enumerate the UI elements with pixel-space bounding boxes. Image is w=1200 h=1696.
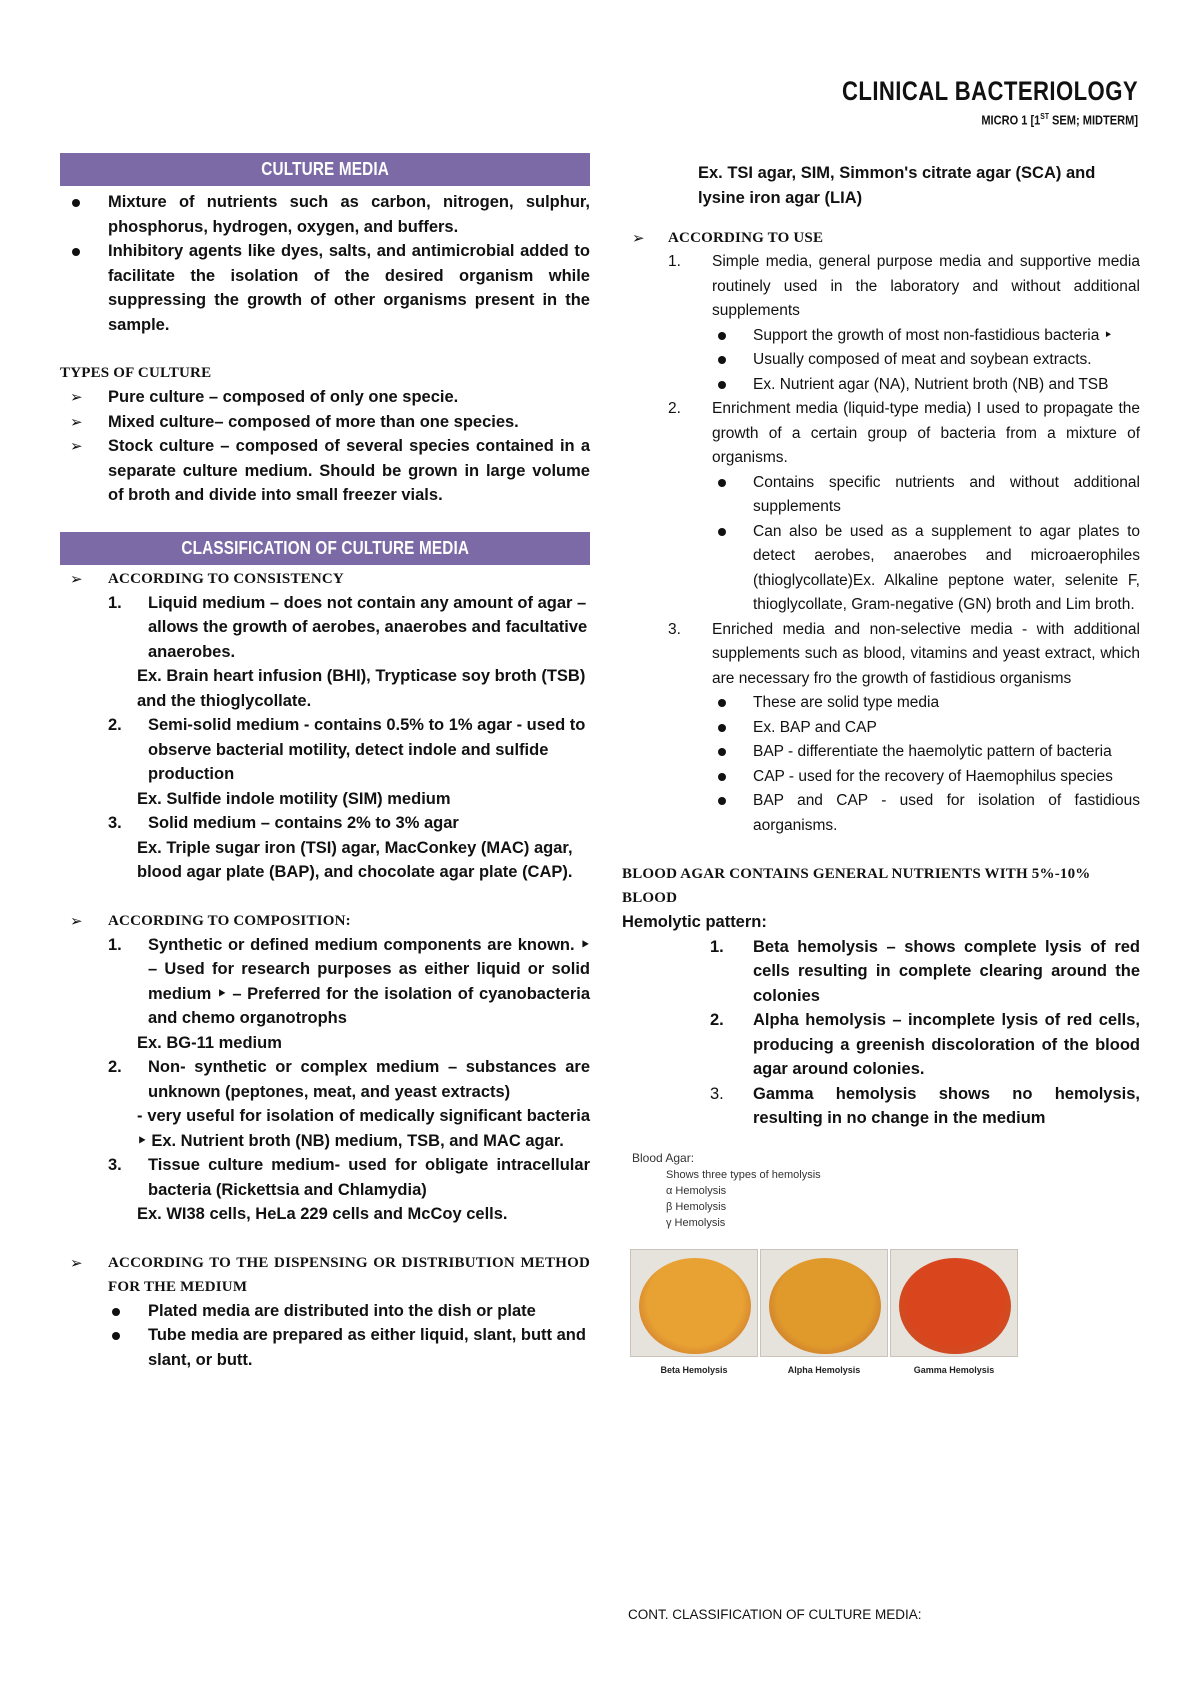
subtitle-superscript: ST — [1040, 112, 1049, 121]
bullet-item: These are solid type media — [622, 691, 1140, 716]
section-heading-classification: CLASSIFICATION OF CULTURE MEDIA — [60, 532, 590, 565]
bullet-dot-icon — [718, 724, 726, 732]
figure-subtitle: Shows three types of hemolysis — [666, 1168, 821, 1181]
bullet-dot-icon — [718, 479, 726, 487]
bullet-item: CAP - used for the recovery of Haemophilus species — [622, 765, 1140, 790]
bullet-item: Can also be used as a supplement to agar plates to detect aerobes, anaerobes and microaerophiles (thioglycollate)Ex. Alkaline peptone water, selenite F, thioglycollate, Gram-negative (GN) broth and Lim broth. — [622, 520, 1140, 618]
arrow-bullet-icon: ➢ — [70, 412, 83, 431]
example-text: Ex. Triple sugar iron (TSI) agar, MacConkey (MAC) agar, blood agar plate (BAP), and chocolate agar plate (CAP). — [137, 838, 573, 881]
numbered-item: 2. Non- synthetic or complex medium – substances are unknown (peptones, meat, and yeast extracts) — [108, 1058, 590, 1101]
bullet-dot-icon — [718, 748, 726, 756]
bullet-dot-icon — [718, 528, 726, 536]
subheading-blood-agar: BLOOD AGAR CONTAINS GENERAL NUTRIENTS WITH 5%-10% BLOOD — [622, 866, 1091, 906]
section-heading-culture-media: CULTURE MEDIA — [60, 153, 590, 186]
bullet-dot-icon — [72, 199, 80, 207]
numbered-item: 3. Gamma hemolysis shows no hemolysis, resulting in no change in the medium — [710, 1084, 1140, 1127]
numbered-item: 2. Enrichment media (liquid-type media) I used to propagate the growth of a certain group of bacteria from a mixture of organisms. — [668, 400, 1140, 466]
figure-type-label: β Hemolysis — [666, 1200, 727, 1213]
hemolytic-pattern-label: Hemolytic pattern: — [622, 913, 767, 931]
left-column — [60, 153, 590, 1372]
numbered-item: 2. Alpha hemolysis – incomplete lysis of red cells, producing a greenish discoloration of the blood agar around colonies. — [710, 1011, 1140, 1078]
numbered-item: 2. Semi-solid medium - contains 0.5% to 1% agar - used to observe bacterial motility, detect indole and sulfide production — [108, 716, 586, 783]
subheading-dispensing: ➢ ACCORDING TO THE DISPENSING OR DISTRIBUTION METHOD FOR THE MEDIUM — [60, 1251, 590, 1299]
bullet-dot-icon — [718, 356, 726, 364]
arrow-item: ➢ Pure culture – composed of only one specie. — [60, 385, 590, 410]
bullet-item: Contains specific nutrients and without additional supplements — [622, 471, 1140, 520]
plate-caption: Gamma Hemolysis — [913, 1364, 995, 1375]
bullet-item: BAP - differentiate the haemolytic pattern of bacteria — [622, 740, 1140, 765]
arrow-item: ➢ Mixed culture– composed of more than one species. — [60, 410, 590, 435]
example-text: Ex. Sulfide indole motility (SIM) medium — [137, 789, 451, 808]
document-title: CLINICAL BACTERIOLOGY — [841, 76, 1138, 106]
bullet-dot-icon — [72, 248, 80, 256]
bullet-item: Inhibitory agents like dyes, salts, and antimicrobial added to facilitate the isolation of the desired organism while suppressing the growth of other organisms present in the sample. — [60, 239, 590, 337]
plate-caption: Beta Hemolysis — [660, 1364, 728, 1375]
example-text: Ex. BG-11 medium — [137, 1033, 282, 1052]
arrow-bullet-icon: ➢ — [632, 229, 645, 247]
plate-disc — [899, 1258, 1011, 1354]
arrow-bullet-icon: ➢ — [70, 569, 83, 588]
bullet-dot-icon — [112, 1308, 120, 1316]
figure-type-label: γ Hemolysis — [666, 1216, 726, 1229]
bullet-dot-icon — [718, 797, 726, 805]
subtitle-suffix: SEM; MIDTERM] — [1048, 112, 1138, 128]
continuation-note: CONT. CLASSIFICATION OF CULTURE MEDIA: — [628, 1607, 922, 1622]
plate-disc — [769, 1258, 881, 1354]
subheading-consistency: ➢ ACCORDING TO CONSISTENCY — [60, 567, 590, 591]
example-text: Ex. WI38 cells, HeLa 229 cells and McCoy cells. — [137, 1205, 508, 1223]
bullet-item: Mixture of nutrients such as carbon, nitrogen, sulphur, phosphorus, hydrogen, oxygen, and buffers. — [60, 190, 590, 239]
numbered-item: 1. Synthetic or defined medium components are known. ‣ – Used for research purposes as either liquid or solid medium ‣ – Preferred for the isolation of cyanobacteria and chemo organotrophs — [108, 935, 590, 1027]
arrow-bullet-icon: ➢ — [70, 388, 83, 406]
bullet-item: Support the growth of most non-fastidious bacteria ‣ — [622, 324, 1140, 349]
bullet-item: Plated media are distributed into the dish or plate — [60, 1299, 590, 1324]
subheading-types-of-culture: TYPES OF CULTURE — [60, 365, 212, 381]
bullet-item: Ex. Nutrient agar (NA), Nutrient broth (NB) and TSB — [622, 373, 1140, 398]
numbered-item: 3. Tissue culture medium- used for obligate intracellular bacteria (Rickettsia and Chlamydia) — [108, 1156, 590, 1199]
subheading-use: ➢ ACCORDING TO USE — [622, 226, 1140, 250]
figure-type-label: α Hemolysis — [666, 1184, 727, 1197]
right-column — [622, 161, 1140, 1381]
bullet-item: Ex. BAP and CAP — [622, 716, 1140, 741]
bullet-item: BAP and CAP - used for isolation of fastidious aorganisms. — [622, 789, 1140, 838]
document-subtitle — [831, 108, 1138, 129]
bullet-dot-icon — [112, 1332, 120, 1340]
figure-title: Blood Agar: — [632, 1150, 695, 1165]
intro-example-text: Ex. TSI agar, SIM, Simmon's citrate agar (SCA) and lysine iron agar (LIA) — [698, 164, 1096, 207]
arrow-bullet-icon: ➢ — [70, 911, 83, 930]
numbered-item: 1. Simple media, general purpose media and supportive media routinely used in the laboratory and without additional supplements — [668, 253, 1140, 319]
bullet-dot-icon — [718, 773, 726, 781]
numbered-item: 3. Enriched media and non-selective media - with additional supplements such as blood, vitamins and yeast extract, which are necessary fro the growth of fastidious organisms — [668, 620, 1140, 687]
bullet-item: Tube media are prepared as either liquid, slant, butt and slant, or butt. — [60, 1323, 590, 1372]
arrow-bullet-icon: ➢ — [70, 1253, 83, 1272]
gamma-hemolysis-plate — [890, 1249, 1018, 1357]
document-header — [777, 74, 1138, 129]
plate-caption: Alpha Hemolysis — [787, 1364, 861, 1375]
blood-agar-figure — [622, 1151, 1022, 1381]
subheading-composition: ➢ ACCORDING TO COMPOSITION: — [60, 909, 590, 933]
alpha-hemolysis-plate — [760, 1249, 888, 1357]
bullet-dot-icon — [718, 381, 726, 389]
arrow-bullet-icon: ➢ — [70, 437, 83, 455]
example-text: - very useful for isolation of medically significant bacteria ‣ Ex. Nutrient broth (NB) medium, TSB, and MAC agar. — [137, 1107, 590, 1150]
example-text: Ex. Brain heart infusion (BHI), Trypticase soy broth (TSB) and the thioglycollate. — [137, 667, 586, 710]
plate-disc — [639, 1258, 751, 1354]
numbered-item: 1. Beta hemolysis – shows complete lysis of red cells resulting in complete clearing around the colonies — [710, 937, 1140, 1005]
numbered-item: 3. Solid medium – contains 2% to 3% agar — [108, 814, 459, 832]
arrow-item: ➢ Stock culture – composed of several species contained in a separate culture medium. Should be grown in large volume of broth and divide into small freezer vials. — [60, 434, 590, 508]
bullet-dot-icon — [718, 699, 726, 707]
beta-hemolysis-plate — [630, 1249, 758, 1357]
subtitle-prefix: MICRO 1 [1 — [981, 112, 1041, 128]
bullet-dot-icon — [718, 332, 726, 340]
numbered-item: 1. Liquid medium – does not contain any amount of agar – allows the growth of aerobes, anaerobes and facultative anaerobes. — [108, 593, 588, 661]
bullet-item: Usually composed of meat and soybean extracts. — [622, 348, 1140, 373]
